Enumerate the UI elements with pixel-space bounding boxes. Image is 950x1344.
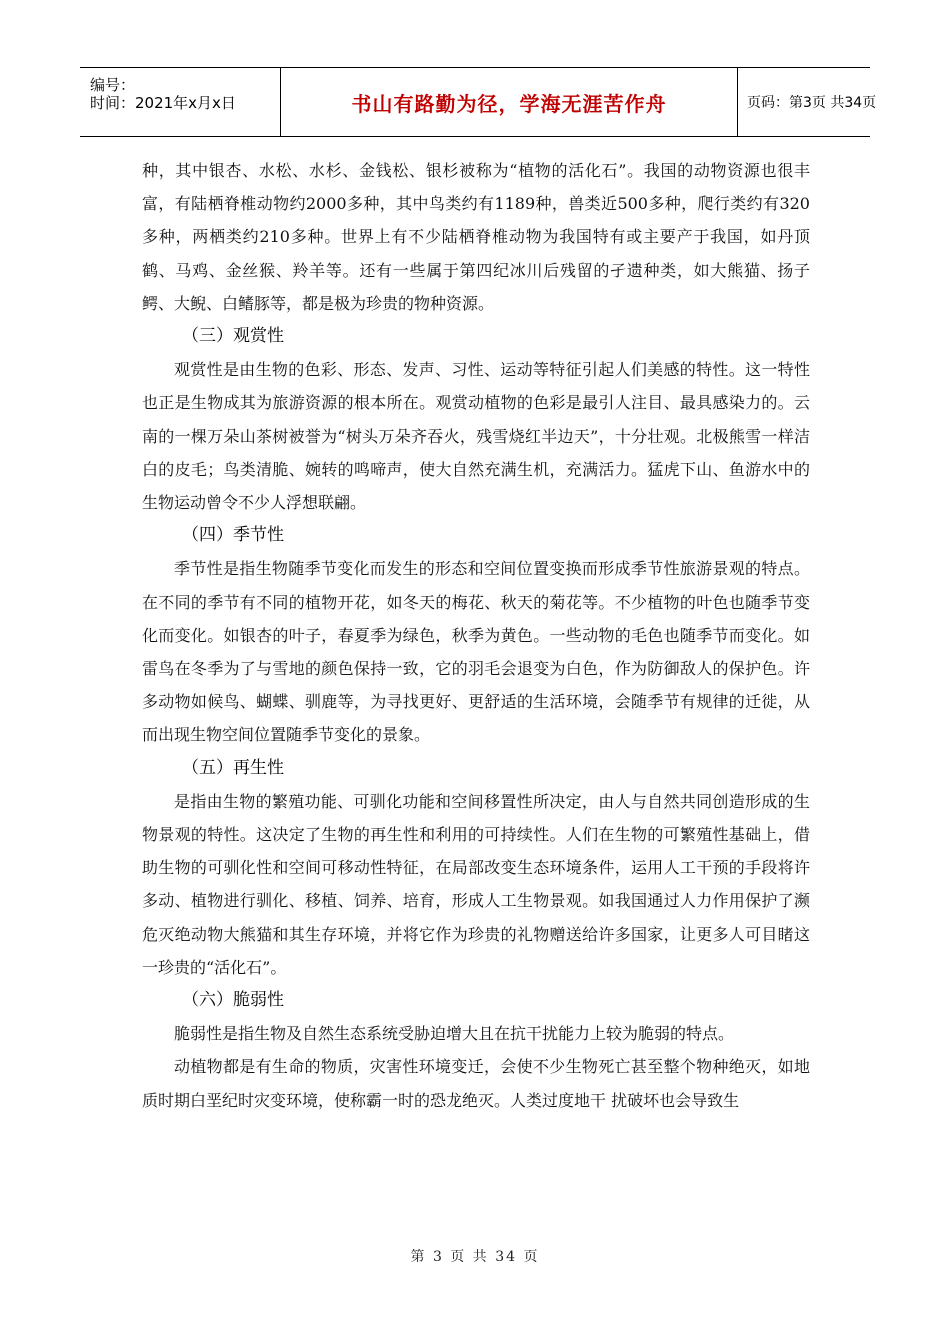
section-heading-6: （六）脆弱性 <box>182 990 284 1011</box>
header-motto-cell <box>280 68 738 136</box>
section-heading-4: （四）季节性 <box>182 525 284 546</box>
section-heading-3: （三）观赏性 <box>182 326 284 347</box>
date-label: 时间：2021年x月x日 <box>90 94 236 112</box>
header-motto: 书山有路勤为径，学海无涯苦作舟 <box>351 91 667 116</box>
document-body <box>142 154 810 1117</box>
paragraph-5: 脆弱性是指生物及自然生态系统受胁迫增大且在抗干扰能力上较为脆弱的特点。 <box>174 1024 735 1044</box>
header-page-info: 页码：第3页 共34页 <box>747 95 877 111</box>
section-heading-5: （五）再生性 <box>182 757 284 778</box>
header-page-cell <box>737 68 877 136</box>
paragraph-1: 种，其中银杏、水松、水杉、金钱松、银杉被称为“植物的活化石”。我国的动物资源也很丰富，有陆栖脊椎动物约2000多种，其中鸟类约有1189种，兽类近500多种，爬行类约有320多种，两栖类约210多种。世界上有不少陆栖脊椎动物为我国特有或主要产于我国，如丹顶鹤、马鸡、金丝猴、羚羊等。还有一些属于第四纪冰川后残留的孑遗种类，如大熊猫、扬子鳄、大鲵、白鳍豚等，都是极为珍贵的物种资源。 <box>142 161 810 313</box>
header-meta <box>80 68 280 136</box>
number-label: 编号： <box>90 76 136 94</box>
paragraph-4: 是指由生物的繁殖功能、可驯化功能和空间移置性所决定，由人与自然共同创造形成的生物景观的特性。这决定了生物的再生性和利用的可持续性。人们在生物的可繁殖性基础上，借助生物的可驯化性和空间可移动性特征，在局部改变生态环境条件，运用人工干预的手段将许多动、植物进行驯化、移植、饲养、培育，形成人工生物景观。如我国通过人力作用保护了濒危灭绝动物大熊猫和其生存环境，并将它作为珍贵的礼物赠送给许多国家，让更多人可目睹这一珍贵的“活化石”。 <box>142 791 810 977</box>
paragraph-6: 动植物都是有生命的物质，灾害性环境变迁，会使不少生物死亡甚至整个物种绝灭，如地质时期白垩纪时灾变环境，使称霸一时的恐龙绝灭。人类过度地干 扰破坏也会导致生 <box>142 1057 810 1110</box>
page-header <box>80 67 877 137</box>
page-footer: 第 3 页 共 34 页 <box>410 1249 540 1265</box>
paragraph-3: 季节性是指生物随季节变化而发生的形态和空间位置变换而形成季节性旅游景观的特点。在不同的季节有不同的植物开花，如冬天的梅花、秋天的菊花等。不少植物的叶色也随季节变化而变化。如银杏的叶子，春夏季为绿色，秋季为黄色。一些动物的毛色也随季节而变化。如雷鸟在冬季为了与雪地的颜色保持一致，它的羽毛会退变为白色，作为防御敌人的保护色。许多动物如候鸟、蝴蝶、驯鹿等，为寻找更好、更舒适的生活环境，会随季节有规律的迁徙，从而出现生物空间位置随季节变化的景象。 <box>142 559 810 745</box>
paragraph-2: 观赏性是由生物的色彩、形态、发声、习性、运动等特征引起人们美感的特性。这一特性也正是生物成其为旅游资源的根本所在。观赏动植物的色彩是最引人注目、最具感染力的。云南的一棵万朵山茶树被誉为“树头万朵齐吞火，残雪烧红半边天”，十分壮观。北极熊雪一样洁白的皮毛；鸟类清脆、婉转的鸣啼声，使大自然充满生机，充满活力。猛虎下山、鱼游水中的生物运动曾令不少人浮想联翩。 <box>142 360 810 513</box>
